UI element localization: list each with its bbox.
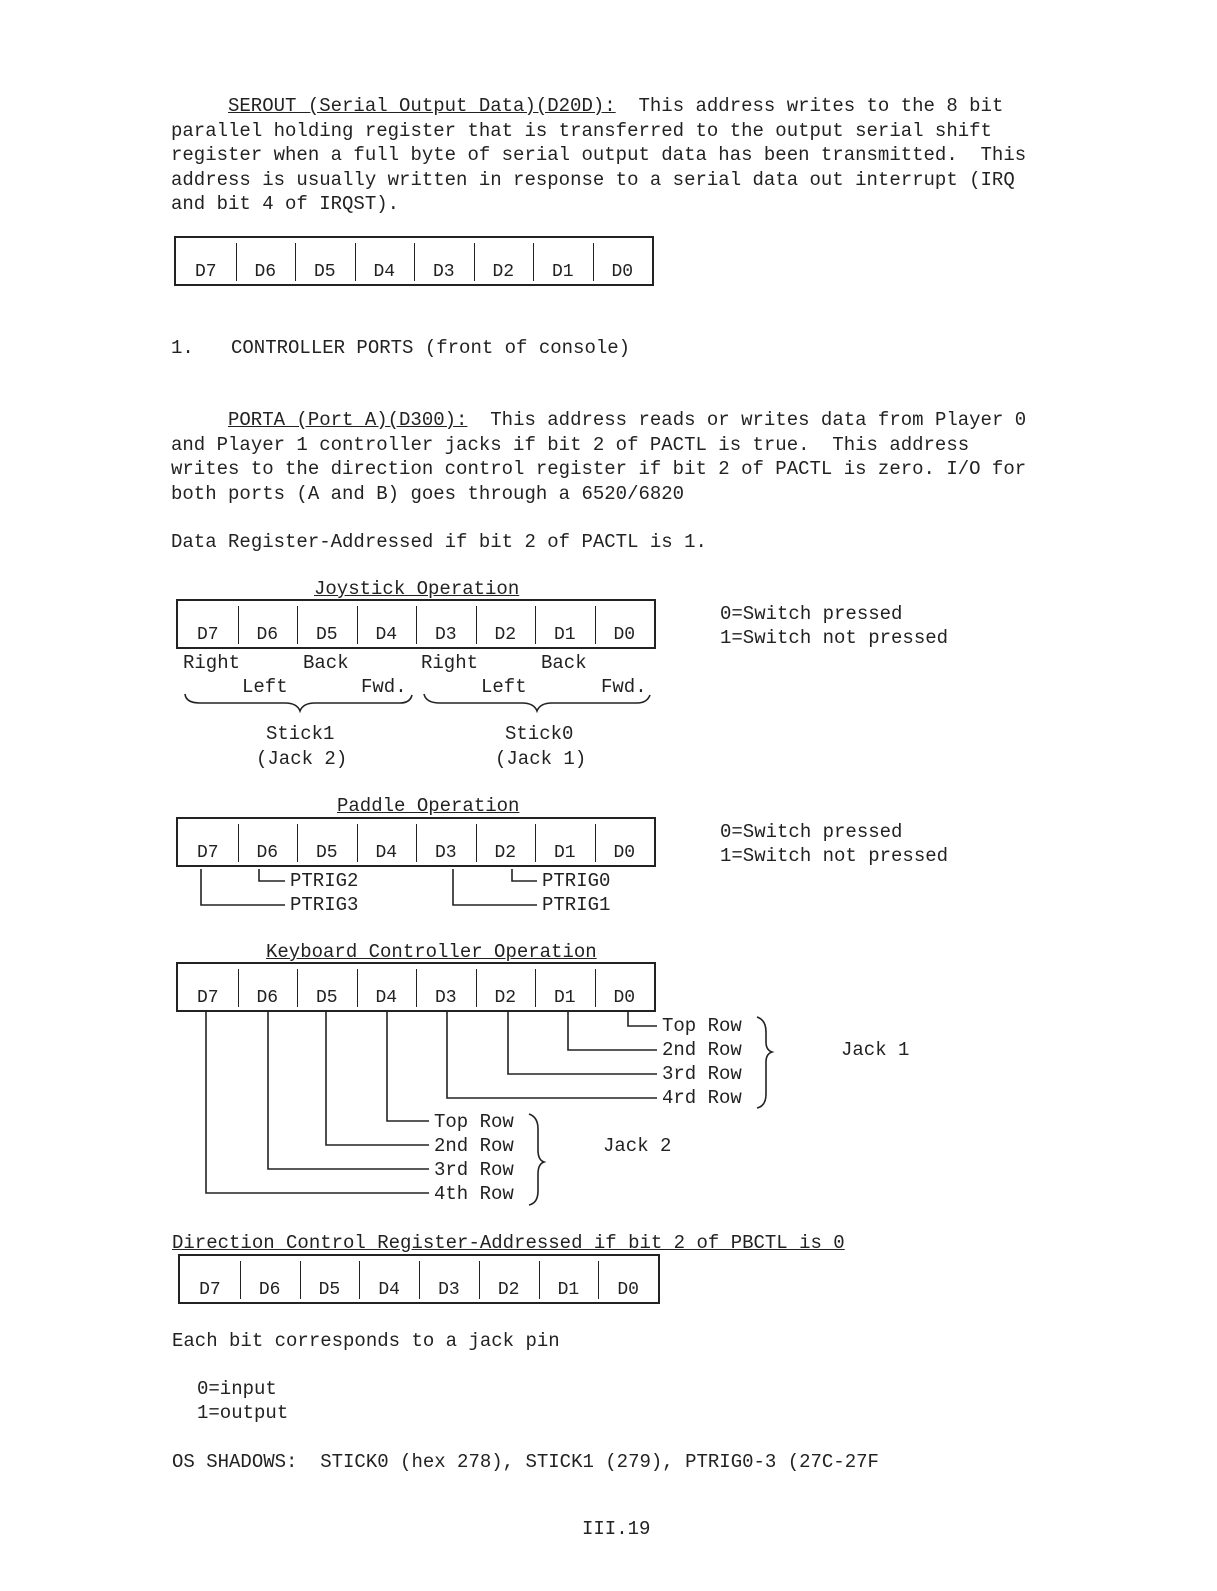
ptrig1-connector [453,869,537,905]
jack1-row-1: Top Row [662,1015,742,1037]
porta-heading: PORTA (Port A)(D300): [228,409,468,431]
jack2-row-4: 4th Row [434,1183,514,1205]
stick1-label: Stick1 [266,723,335,745]
jack2-top-connector [387,1012,429,1121]
jack1-row-3: 3rd Row [662,1063,742,1085]
stick0-jack: (Jack 1) [495,748,587,770]
bit-cell: D6 [238,964,298,1010]
ptrig1-label: PTRIG1 [542,894,611,916]
jack1-row-2: 2nd Row [662,1039,742,1061]
ptrig2-connector [259,869,285,881]
jack2-label: Jack 2 [603,1135,672,1157]
serout-line-5: and bit 4 of IRQST). [171,193,400,215]
porta-line-3: writes to the direction control register if bit 2 of PACTL is zero. I/O for [171,458,1027,480]
joystick-label-fwd-1: Fwd. [361,676,407,698]
ptrig0-label: PTRIG0 [542,870,611,892]
porta-line-1: This address reads or writes data from Player 0 [490,409,1027,431]
page-number: III.19 [582,1518,651,1540]
jack1-4th-connector [447,1012,657,1098]
serout-line-3: register when a full byte of serial output data has been transmitted. This [171,144,1027,166]
joystick-label-left-1: Left [242,676,288,698]
stick1-jack: (Jack 2) [256,748,348,770]
bit-cell: D7 [196,625,219,645]
jack1-3rd-connector [508,1012,657,1074]
keyboard-title: Keyboard Controller Operation [266,941,597,963]
serout-line-2: parallel holding register that is transferred to the output serial shift [171,119,992,142]
bit-cell: D4 [355,238,415,284]
bit-cell: D0 [595,964,655,1010]
jack1-label: Jack 1 [841,1039,910,1061]
direction-input: 0=input [197,1378,277,1400]
paddle-title: Paddle Operation [337,795,520,817]
bit-cell: D4 [359,1256,419,1302]
stick1-brace [185,694,412,711]
bit-cell: D0 [593,238,653,284]
bit-cell: D6 [240,1256,300,1302]
bit-cell: D0 [598,1256,658,1302]
section-number: 1. [171,337,194,359]
joystick-label-right-1: Right [183,652,241,674]
joystick-label-back-0: Back [541,652,587,674]
ptrig2-label: PTRIG2 [290,870,359,892]
data-register-note: Data Register-Addressed if bit 2 of PACTL is 1. [171,531,707,553]
bit-cell: D6 [238,819,298,865]
ptrig0-connector [512,869,537,881]
serout-heading: SEROUT (Serial Output Data)(D20D): [228,95,616,117]
bit-cell: D0 [595,819,655,865]
bit-cell: D4 [357,819,417,865]
jack1-brace [757,1017,772,1108]
joystick-label-fwd-0: Fwd. [601,676,647,698]
serout-line-4: address is usually written in response to a serial data out interrupt (IRQ [171,168,1015,191]
bit-cell: D5 [297,819,357,865]
bit-cell: D2 [476,964,536,1010]
jack2-row-3: 3rd Row [434,1159,514,1181]
jack1-2nd-connector [568,1012,657,1050]
bit-cell: D5 [297,601,357,647]
joystick-note-not-pressed: 1=Switch not pressed [720,627,949,649]
bit-cell: D1 [533,238,593,284]
ptrig3-connector [201,869,285,905]
bit-cell: D5 [297,964,357,1010]
jack1-row-4: 4rd Row [662,1087,742,1109]
jack2-row-1: Top Row [434,1111,514,1133]
bit-cell: D1 [539,1256,599,1302]
bit-cell: D5 [295,238,355,284]
joystick-title: Joystick Operation [314,578,520,600]
jack1-top-connector [628,1012,657,1026]
joystick-label-back-1: Back [303,652,349,674]
bit-cell: D7 [194,262,217,282]
joystick-label-right-0: Right [421,652,479,674]
jack2-row-2: 2nd Row [434,1135,514,1157]
joystick-note-pressed: 0=Switch pressed [720,603,903,625]
bit-cell: D4 [357,601,417,647]
stick0-label: Stick0 [505,723,574,745]
bit-cell: D3 [419,1256,479,1302]
section-title: CONTROLLER PORTS (front of console) [231,337,631,359]
bit-cell: D7 [196,988,219,1008]
jack2-4th-connector [206,1012,429,1193]
bit-cell: D2 [476,601,536,647]
bit-cell: D0 [595,601,655,647]
ptrig3-label: PTRIG3 [290,894,359,916]
stick0-brace [424,694,650,711]
paddle-note-not-pressed: 1=Switch not pressed [720,845,949,867]
bit-cell: D6 [236,238,296,284]
direction-title: Direction Control Register-Addressed if bit 2 of PBCTL is 0 [172,1232,845,1254]
serout-line-1: This address writes to the 8 bit [638,95,1004,117]
bit-cell: D6 [238,601,298,647]
bit-cell: D7 [199,1280,221,1300]
os-shadows: OS SHADOWS: STICK0 (hex 278), STICK1 (279), PTRIG0-3 (27C-27F [172,1451,879,1473]
bit-cell: D4 [357,964,417,1010]
bit-cell: D3 [416,819,476,865]
paddle-note-pressed: 0=Switch pressed [720,821,903,843]
direction-output: 1=output [197,1402,289,1424]
bit-cell: D1 [535,819,595,865]
bit-cell: D7 [196,843,219,863]
jack2-brace [529,1114,544,1205]
bit-cell: D3 [416,601,476,647]
bit-cell: D1 [535,964,595,1010]
bit-cell: D5 [300,1256,360,1302]
porta-line-4: both ports (A and B) goes through a 6520/6820 [171,482,685,505]
joystick-label-left-0: Left [481,676,527,698]
porta-line-2: and Player 1 controller jacks if bit 2 of PACTL is true. This address [171,433,970,456]
direction-note: Each bit corresponds to a jack pin [172,1330,560,1352]
bit-cell: D3 [416,964,476,1010]
jack2-2nd-connector [326,1012,429,1145]
bit-cell: D2 [476,819,536,865]
bit-cell: D1 [535,601,595,647]
bit-cell: D3 [414,238,474,284]
bit-cell: D2 [479,1256,539,1302]
bit-cell: D2 [474,238,534,284]
